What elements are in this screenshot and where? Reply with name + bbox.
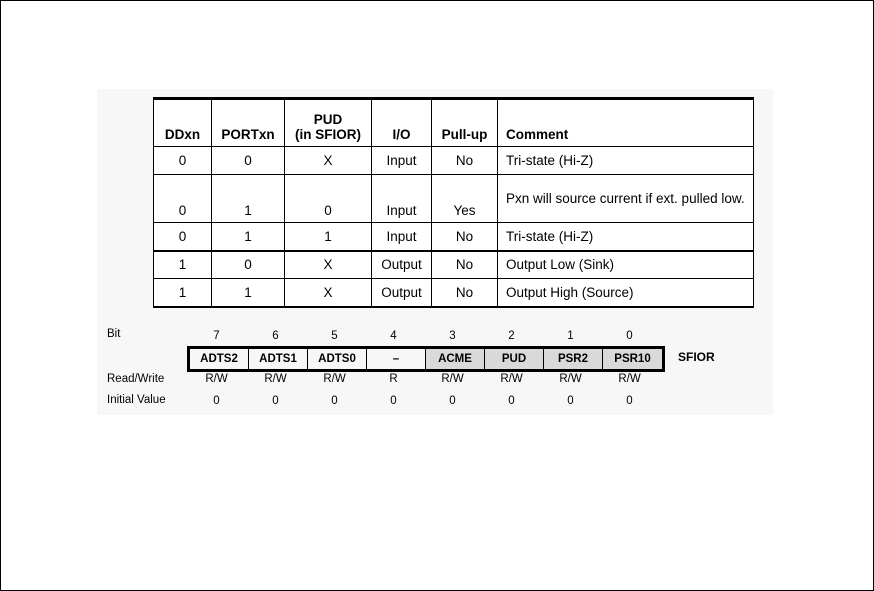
header-comment: Comment xyxy=(498,99,754,147)
cell-ddxn: 1 xyxy=(154,279,212,307)
register-bit-reserved: – xyxy=(367,349,426,369)
initial-value: 0 xyxy=(626,395,633,407)
cell-comment: Output High (Source) xyxy=(498,279,754,307)
cell-pud: X xyxy=(285,279,372,307)
cell-portxn: 1 xyxy=(212,175,285,223)
register-bit-acme: ACME xyxy=(426,349,485,369)
table-header-row xyxy=(154,99,754,147)
rw-value: R xyxy=(389,373,398,385)
cell-io: Output xyxy=(372,251,432,279)
read-write-label: Read/Write xyxy=(107,373,165,385)
header-io: I/O xyxy=(372,99,432,147)
initial-value: 0 xyxy=(390,395,397,407)
cell-io: Input xyxy=(372,175,432,223)
cell-ddxn: 0 xyxy=(154,223,212,251)
table-row xyxy=(154,251,754,279)
cell-portxn: 1 xyxy=(212,223,285,251)
initial-value: 0 xyxy=(272,395,279,407)
register-bit-adts0: ADTS0 xyxy=(308,349,367,369)
rw-value: R/W xyxy=(500,373,523,385)
cell-ddxn: 1 xyxy=(154,251,212,279)
rw-value: R/W xyxy=(559,373,582,385)
cell-io: Output xyxy=(372,279,432,307)
register-name: SFIOR xyxy=(678,350,715,364)
cell-ddxn: 0 xyxy=(154,175,212,223)
bit-number: 7 xyxy=(213,330,220,342)
bit-label: Bit xyxy=(107,328,121,340)
bit-number: 0 xyxy=(626,330,633,342)
initial-value: 0 xyxy=(213,395,220,407)
cell-pud: 1 xyxy=(285,223,372,251)
cell-comment: Pxn will source current if ext. pulled low. xyxy=(498,175,754,223)
rw-value: R/W xyxy=(205,373,228,385)
bit-number: 1 xyxy=(567,330,574,342)
table-row xyxy=(154,147,754,175)
initial-value: 0 xyxy=(567,395,574,407)
cell-pud: X xyxy=(285,251,372,279)
register-bit-psr2: PSR2 xyxy=(544,349,603,369)
cell-pullup: No xyxy=(432,223,498,251)
cell-pud: 0 xyxy=(285,175,372,223)
header-portxn: PORTxn xyxy=(212,99,285,147)
sfior-register-bits xyxy=(187,346,665,372)
cell-pullup: Yes xyxy=(432,175,498,223)
register-bit-pud: PUD xyxy=(485,349,544,369)
initial-value: 0 xyxy=(449,395,456,407)
cell-pud: X xyxy=(285,147,372,175)
register-bit-adts2: ADTS2 xyxy=(190,349,249,369)
bit-number: 3 xyxy=(449,330,456,342)
cell-pullup: No xyxy=(432,251,498,279)
cell-io: Input xyxy=(372,147,432,175)
rw-value: R/W xyxy=(618,373,641,385)
initial-value: 0 xyxy=(508,395,515,407)
cell-comment: Tri-state (Hi-Z) xyxy=(498,147,754,175)
initial-value-row xyxy=(187,395,659,407)
cell-portxn: 0 xyxy=(212,147,285,175)
read-write-row xyxy=(187,373,659,385)
bit-number-row xyxy=(187,330,659,342)
bit-number: 6 xyxy=(272,330,279,342)
cell-comment: Tri-state (Hi-Z) xyxy=(498,223,754,251)
table-row xyxy=(154,223,754,251)
header-pud: PUD (in SFIOR) xyxy=(285,99,372,147)
register-bit-psr10: PSR10 xyxy=(603,349,662,369)
header-ddxn: DDxn xyxy=(154,99,212,147)
rw-value: R/W xyxy=(441,373,464,385)
cell-pullup: No xyxy=(432,147,498,175)
cell-ddxn: 0 xyxy=(154,147,212,175)
bit-number: 4 xyxy=(390,330,397,342)
cell-comment: Output Low (Sink) xyxy=(498,251,754,279)
header-pullup: Pull-up xyxy=(432,99,498,147)
rw-value: R/W xyxy=(264,373,287,385)
rw-value: R/W xyxy=(323,373,346,385)
register-bit-adts1: ADTS1 xyxy=(249,349,308,369)
port-pin-configuration-table xyxy=(153,97,754,308)
bit-number: 5 xyxy=(331,330,338,342)
cell-portxn: 0 xyxy=(212,251,285,279)
cell-io: Input xyxy=(372,223,432,251)
initial-value: 0 xyxy=(331,395,338,407)
cell-portxn: 1 xyxy=(212,279,285,307)
bit-number: 2 xyxy=(508,330,515,342)
table-row xyxy=(154,175,754,223)
table-row xyxy=(154,279,754,307)
cell-pullup: No xyxy=(432,279,498,307)
initial-value-label: Initial Value xyxy=(107,394,166,406)
